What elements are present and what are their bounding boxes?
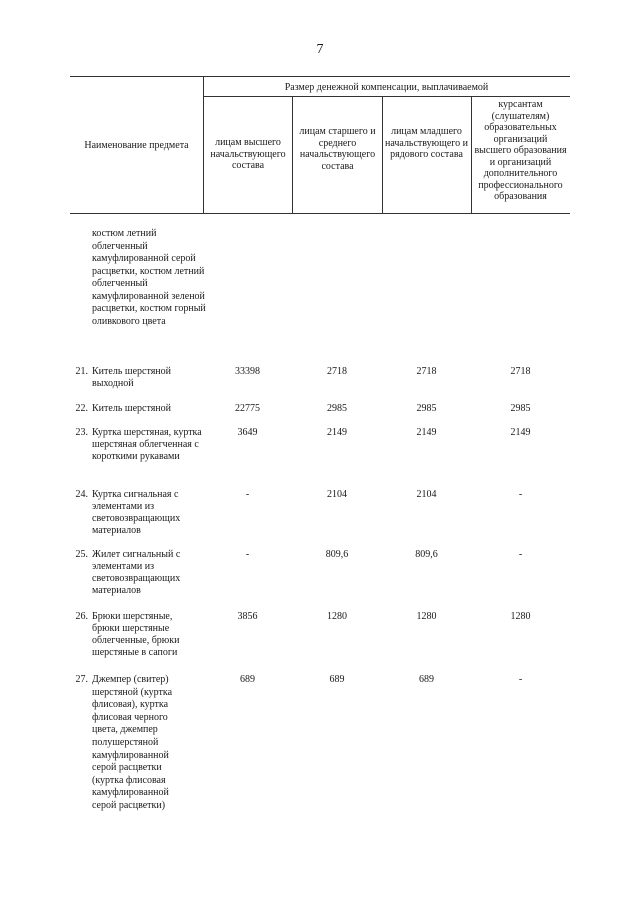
row-item-name: Китель шерстяной выходной [92,366,171,389]
row-item-name: Джемпер (свитер) шерстяной (куртка флисовая), куртка флисовая черного цвета, джемпер полушерстяной камуфлированной серой расцветки (куртка флисовая камуфлированной серой расцветки) [92,674,173,811]
value-cadets: 2985 [510,403,531,414]
column-group-header: Размер денежной компенсации, выплачиваемой [284,82,489,93]
row-item-name: Куртка шерстяная, куртка шерстяная облегченная с короткими рукавами [92,427,202,462]
row-item-name: Китель шерстяной [92,403,171,414]
column-header-middle-command: лицам старшего и среднего начальствующего состава [299,126,376,172]
value-cadets: - [518,489,523,500]
value-cadets: - [518,549,523,560]
value-senior: 33398 [235,366,260,377]
value-middle: 2104 [327,489,347,500]
row-item-name: Брюки шерстяные, брюки шерстяные облегченные, брюки шерстяные в сапоги [92,611,180,658]
header-bottom-rule [70,213,570,214]
group-header-rule [203,96,570,97]
row-number: 25. [75,549,88,560]
column-header-cadets: курсантам (слушателям) образовательных организаций высшего образования и организаций дополнительного профессионального образования [474,99,567,202]
row-number: 23. [75,427,88,438]
column-divider [203,77,204,214]
value-junior: 2104 [416,489,437,500]
value-senior: 22775 [235,403,260,414]
value-cadets: 2149 [510,427,531,438]
value-cadets: - [518,674,523,685]
value-junior: 2985 [416,403,437,414]
value-junior: 2149 [416,427,437,438]
column-header-junior-command: лицам младшего начальствующего и рядового состава [385,126,468,160]
value-cadets: 1280 [510,611,531,622]
page-number: 7 [316,42,324,57]
row-number: 27. [75,674,88,685]
value-senior: 3649 [237,427,258,438]
row-item-name: Жилет сигнальный с элементами из световозвращающих материалов [92,549,181,596]
value-junior: 689 [419,674,434,685]
row-item-name: Куртка сигнальная с элементами из световозвращающих материалов [92,489,181,536]
value-middle: 689 [329,674,345,685]
column-divider [292,97,293,214]
continuation-text: костюм летний облегченный камуфлированной серой расцветки, костюм летний облегченный камуфлированной зеленой расцветки, костюм горный оливкового цвета [92,228,206,327]
value-junior: 809,6 [415,549,438,560]
column-divider [382,97,383,214]
value-senior: 689 [240,674,255,685]
value-senior: - [245,549,250,560]
table-top-rule [70,76,570,77]
value-senior: - [245,489,250,500]
value-middle: 809,6 [325,549,349,560]
row-number: 24. [75,489,88,500]
value-middle: 2149 [327,427,347,438]
value-junior: 2718 [416,366,437,377]
value-middle: 2718 [327,366,347,377]
column-header-name: Наименование предмета [84,140,189,151]
row-number: 21. [75,366,88,377]
value-middle: 1280 [327,611,347,622]
column-divider [471,97,472,214]
row-number: 22. [75,403,88,414]
value-junior: 1280 [416,611,437,622]
value-senior: 3856 [237,611,258,622]
column-header-senior-command: лицам высшего начальствующего состава [210,137,286,171]
value-middle: 2985 [327,403,347,414]
row-number: 26. [75,611,88,622]
value-cadets: 2718 [510,366,531,377]
